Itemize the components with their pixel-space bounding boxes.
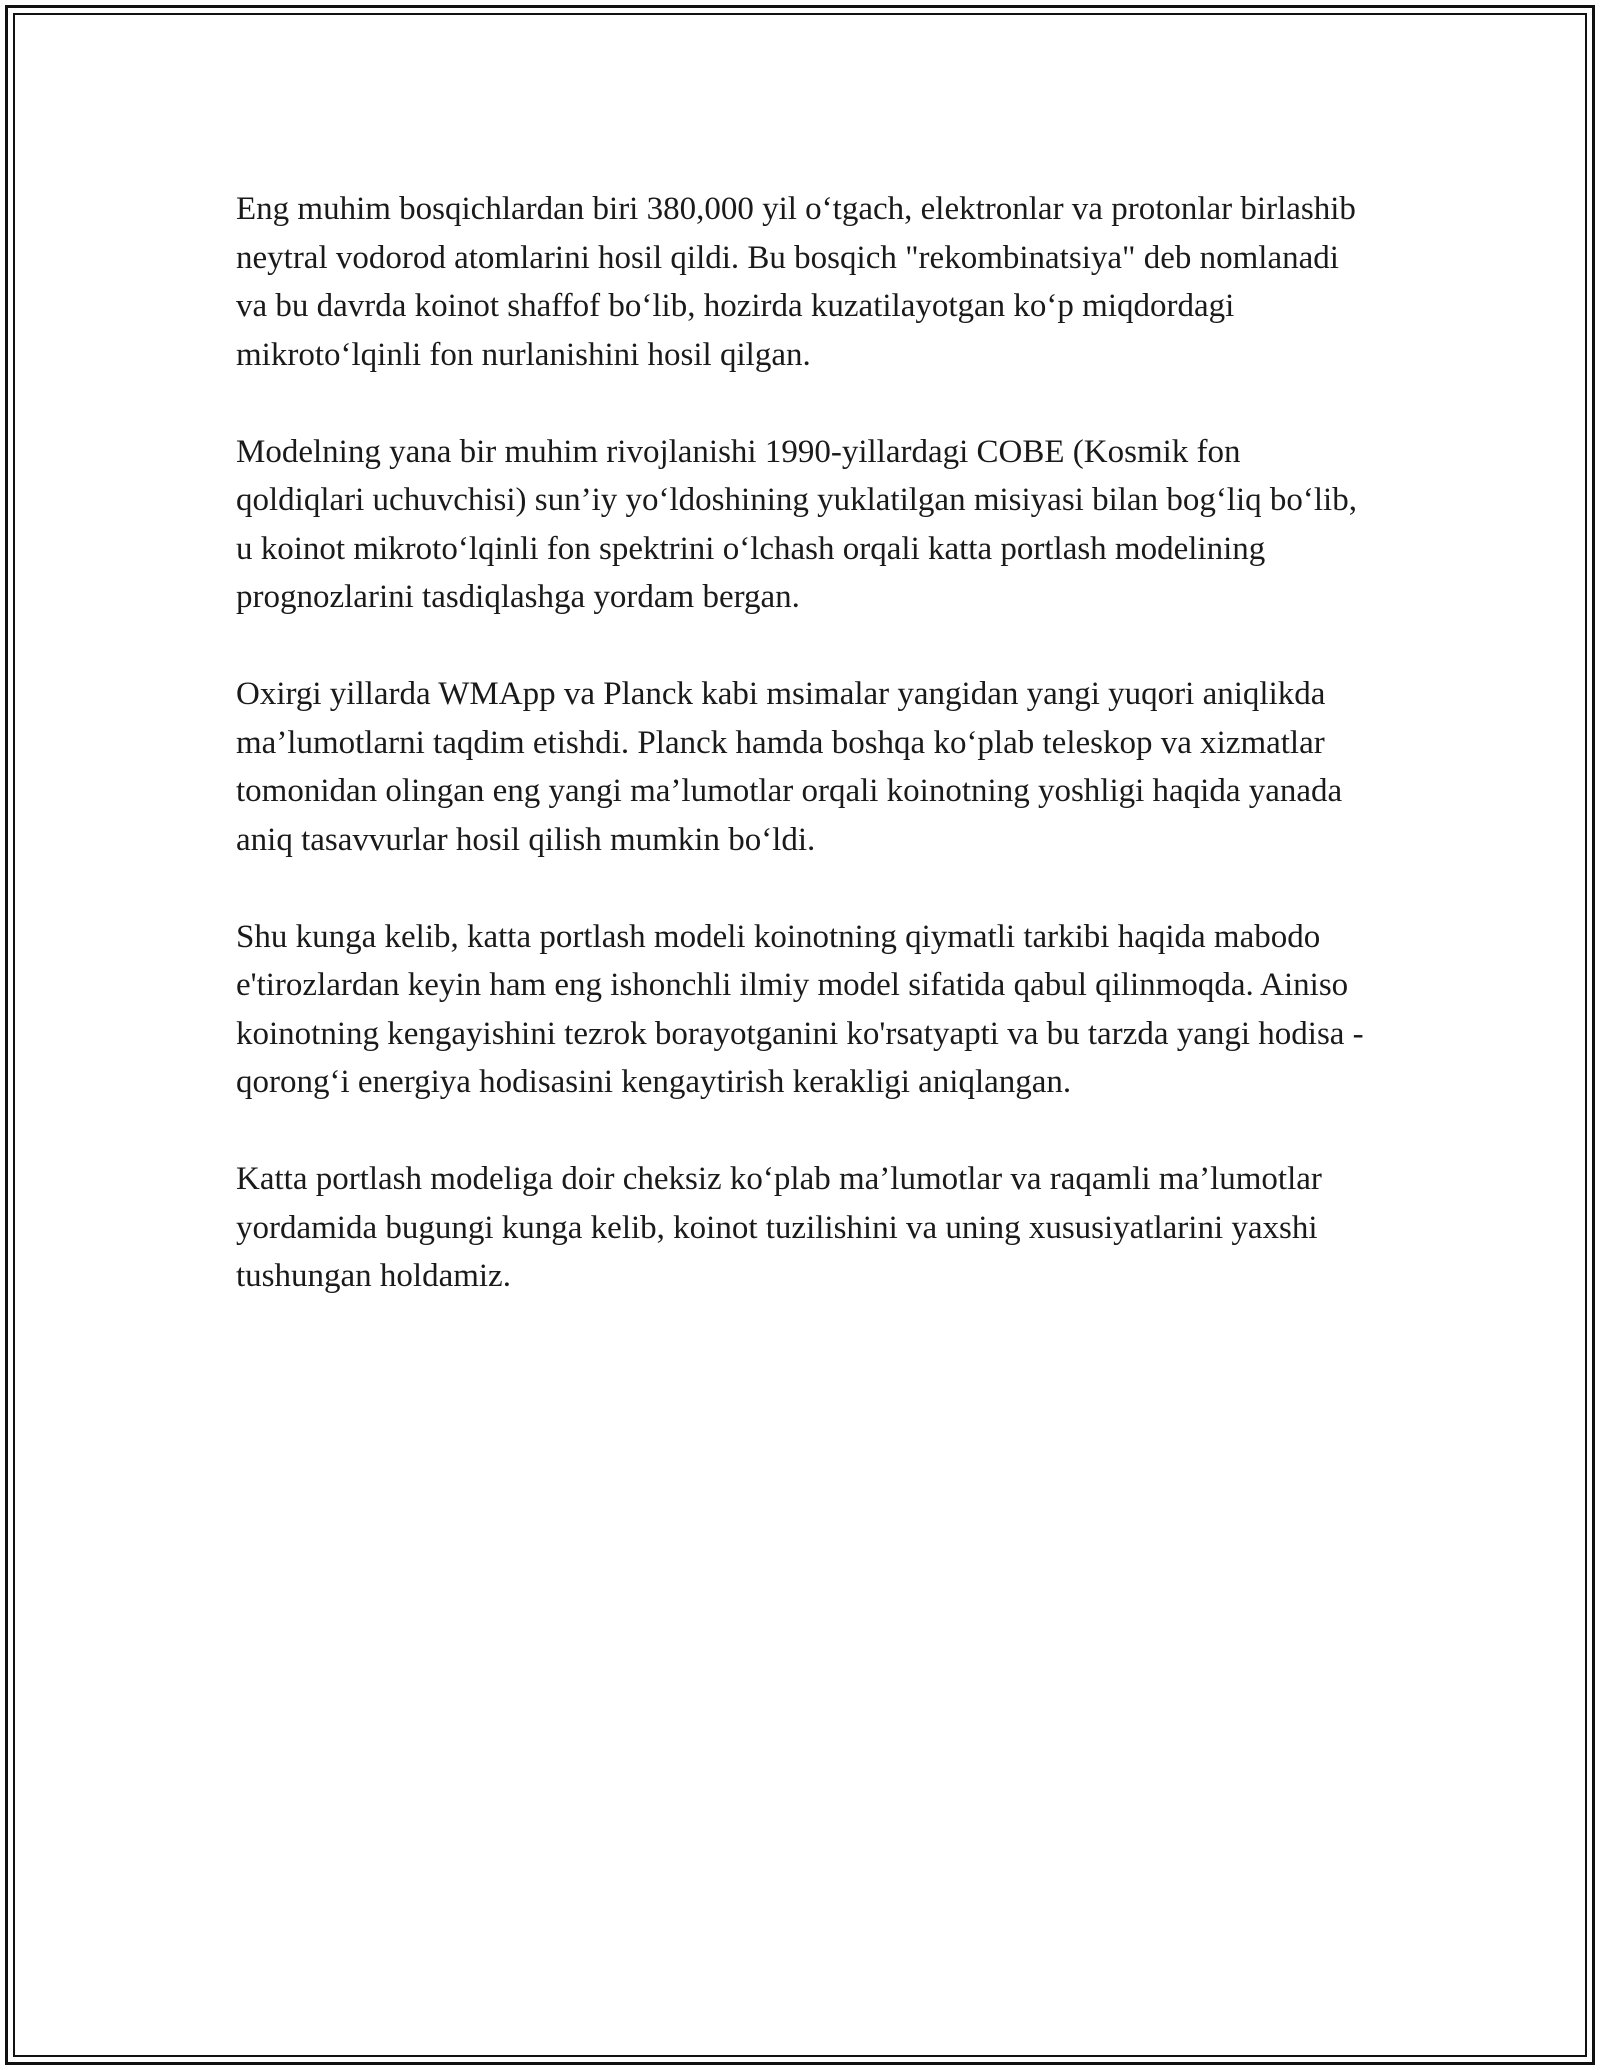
paragraph-cobe: Modelning yana bir muhim rivojlanishi 1990-yillardagi COBE (Kosmik fon qoldiqlari uchuvchisi) sun’iy yo‘ldoshining yuklatilgan misiyasi bilan bog‘liq bo‘lib, u koinot mikroto‘lqinli fon spektrini o‘lchash orqali katta portlash modelining prognozlarini tasdiqlashga yordam bergan. (236, 433, 1357, 615)
paragraph-conclusion: Katta portlash modeliga doir cheksiz ko‘plab ma’lumotlar va raqamli ma’lumotlar yordamida bugungi kunga kelib, koinot tuzilishini va uning xususiyatlarini yaxshi tushungan holdamiz. (236, 1161, 1322, 1294)
paragraph-dark-energy: Shu kunga kelib, katta portlash modeli koinotning qiymatli tarkibi haqida mabodo e'tirozlardan keyin ham eng ishonchli ilmiy model sifatida qabul qilinmoqda. Ainiso koinotning kengayishini tezrok borayotganini ko'rsatyapti va bu tarzda yangi hodisa - qorong‘i energiya hodisasini kengaytirish kerakligi aniqlangan. (236, 918, 1364, 1100)
paragraph-recombination: Eng muhim bosqichlardan biri 380,000 yil o‘tgach, elektronlar va protonlar birlashib neytral vodorod atomlarini hosil qildi. Bu bosqich "rekombinatsiya" deb nomlanadi va bu davrda koinot shaffof bo‘lib, hozirda kuzatilayotgan ko‘p miqdordagi mikroto‘lqinli fon nurlanishini hosil qilgan. (236, 191, 1356, 373)
paragraph-wmap-planck: Oxirgi yillarda WMApp va Planck kabi msimalar yangidan yangi yuqori aniqlikda ma’lumotlarni taqdim etishdi. Planck hamda boshqa ko‘plab teleskop va xizmatlar tomonidan olingan eng yangi ma’lumotlar orqali koinotning yoshligi haqida yanada aniq tasavvurlar hosil qilish mumkin bo‘ldi. (236, 676, 1343, 858)
document-body (236, 185, 1376, 1349)
